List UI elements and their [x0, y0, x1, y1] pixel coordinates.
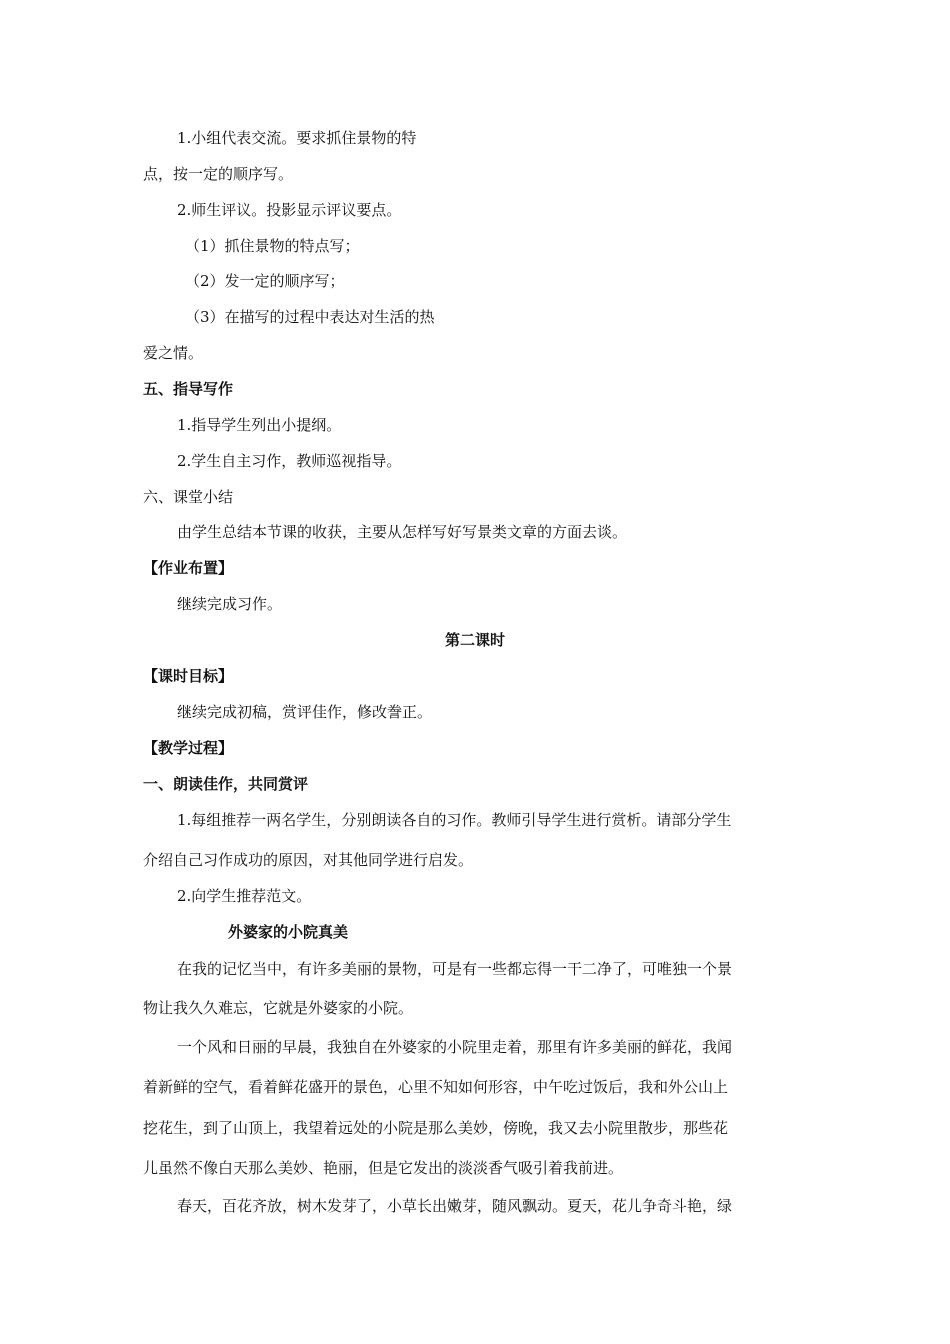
text-line: 介绍自己习作成功的原因，对其他同学进行启发。: [143, 851, 474, 869]
text-line: 爱之情。: [143, 344, 204, 362]
section-heading: 五、指导写作: [143, 380, 234, 398]
text-line: 2.学生自主习作，教师巡视指导。: [177, 452, 402, 470]
text-line: （3）在描写的过程中表达对生活的热: [185, 308, 435, 326]
text-line: 儿虽然不像白天那么美妙、艳丽，但是它发出的淡淡香气吸引着我前进。: [143, 1159, 624, 1177]
essay-title: 外婆家的小院真美: [228, 923, 349, 941]
text-line: 着新鲜的空气，看着鲜花盛开的景色，心里不知如何形容，中午吃过饭后，我和外公山上: [143, 1078, 729, 1096]
text-line: 点，按一定的顺序写。: [143, 165, 294, 183]
text-line: 1.指导学生列出小提纲。: [177, 416, 342, 434]
text-line: 继续完成习作。: [177, 595, 283, 613]
text-line: 1.每组推荐一两名学生，分别朗读各自的习作。教师引导学生进行赏析。请部分学生: [177, 811, 732, 829]
section-heading: 【课时目标】: [143, 667, 234, 685]
text-line: 继续完成初稿，赏评佳作，修改誊正。: [177, 703, 433, 721]
section-heading: 一、朗读佳作，共同赏评: [143, 775, 309, 793]
text-line: 由学生总结本节课的收获，主要从怎样写好写景类文章的方面去谈。: [177, 523, 628, 541]
text-line: （2）发一定的顺序写；: [185, 272, 345, 290]
text-line: （1）抓住景物的特点写；: [185, 237, 360, 255]
text-line: 2.师生评议。投影显示评议要点。: [177, 201, 402, 219]
text-line: 挖花生，到了山顶上，我望着远处的小院是那么美妙，傍晚，我又去小院里散步，那些花: [143, 1119, 729, 1137]
text-line: 春天，百花齐放，树木发芽了，小草长出嫩芽，随风飘动。夏天，花儿争奇斗艳，绿: [177, 1197, 733, 1215]
text-line: 在我的记忆当中，有许多美丽的景物，可是有一些都忘得一干二净了，可唯独一个景: [177, 960, 733, 978]
lesson-title: 第二课时: [444, 631, 505, 649]
text-line: 2.向学生推荐范文。: [177, 887, 312, 905]
text-line: 物让我久久难忘，它就是外婆家的小院。: [143, 999, 414, 1017]
text-line: 一个风和日丽的早晨，我独自在外婆家的小院里走着，那里有许多美丽的鲜花，我闻: [177, 1038, 733, 1056]
text-line: 1.小组代表交流。要求抓住景物的特: [177, 129, 417, 147]
section-heading: 【作业布置】: [143, 559, 234, 577]
section-heading: 【教学过程】: [143, 739, 234, 757]
section-heading: 六、课堂小结: [143, 488, 234, 506]
